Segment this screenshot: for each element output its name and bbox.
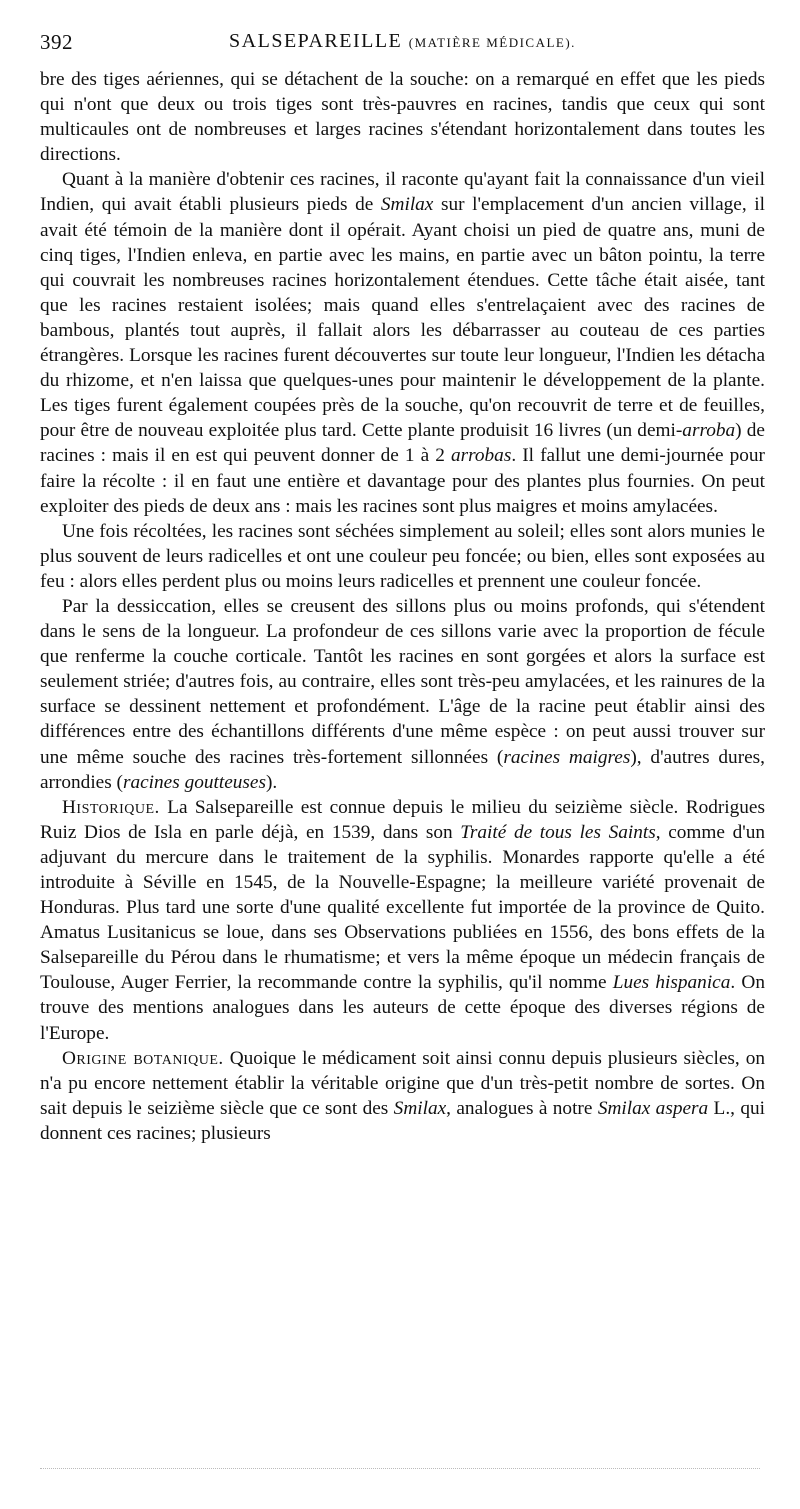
- body-text: [40, 67, 765, 1146]
- running-title-main: SALSEPAREILLE: [229, 30, 403, 52]
- paragraph-continuation: [40, 67, 765, 167]
- text-run: Quant à la manière d'obtenir ces racines, il raconte qu'ayant fait la connaissance d'un vieil Indien, qui avait établi plusieurs pieds de: [40, 169, 765, 216]
- paragraph-drying: [40, 519, 765, 594]
- section-heading: Origine botanique.: [62, 1047, 224, 1069]
- italic-run: Smilax aspera: [597, 1097, 709, 1119]
- text-run: L., qui donnent ces racines; plusieurs: [40, 1097, 766, 1144]
- text-run: , analogues à notre: [446, 1097, 598, 1119]
- page-number: 392: [40, 30, 73, 54]
- italic-run: arrobas: [450, 445, 512, 467]
- italic-run: Smilax: [380, 194, 434, 216]
- paragraph-harvest-method: [40, 167, 765, 518]
- text-run: La Salsepareille est connue depuis le milieu du seizième siècle. Rodrigues Ruiz Dios de Isla en parle déjà, en 1539, dans son: [40, 796, 765, 843]
- italic-run: racines goutteuses: [122, 771, 266, 793]
- text-run: ) de racines : mais il en est qui peuvent donner de 1 à 2: [40, 420, 765, 467]
- text-run: sur l'emplacement d'un ancien village, il avait été témoin de la manière dont il opérait. Ayant choisi un pied de quatre ans, muni de cinq tiges, l'Indien enleva, en partie avec les mains, en partie avec un bâton pointu, la terre qui couvrait les nombreuses racines horizontalement étendues. Cette tâche était aisée, tant que les racines restaient isolées; mais quand elles s'entrelaçaient avec des racines de bambous, plantés tout auprès, il fallait alors les débarrasser au couteau de ces parties étrangères. Lorsque les racines furent découvertes sur toute leur longueur, l'Indien les détacha du rhizome, et n'en laissa que quelques-unes pour maintenir le développement de la plante. Les tiges furent également coupées près de la souche, qu'on recouvrit de terre et de feuilles, pour être de nouveau exploitée plus tard. Cette plante produisit 16 livres (un demi-: [40, 194, 765, 442]
- paragraph-historique: [40, 795, 765, 1046]
- paragraph-origine-botanique: [40, 1046, 765, 1146]
- text-run: Par la dessiccation, elles se creusent des sillons plus ou moins profonds, qui s'étendent dans le sens de la longueur. La profondeur de ces sillons varie avec la proportion de fécule que renferme la couche corticale. Tantôt les racines en sont gorgées et alors la surface est seulement striée; d'autres fois, au contraire, elles sont très-peu amylacées, et les rainures de la surface se dessinent nettement et profondément. L'âge de la racine peut établir ainsi des différences entre des échantillons différents d'une même espèce : on peut aussi trouver sur une même souche des racines très-fortement sillonnées (: [40, 595, 765, 768]
- paragraph-desiccation: [40, 594, 765, 795]
- text-run: Une fois récoltées, les racines sont séchées simplement au soleil; elles sont alors munies le plus souvent de leurs radicelles et ont une couleur peu foncée; ou bien, elles sont exposées au feu : alors elles perdent plus ou moins leurs radicelles et prennent une couleur foncée.: [40, 520, 765, 592]
- italic-run: Lues hispanica: [612, 972, 731, 994]
- italic-run: Traité de tous les Saints: [460, 821, 656, 843]
- text-run: ), d'autres dures, arrondies (: [40, 746, 765, 793]
- running-title-subtitle: (MATIÈRE MÉDICALE).: [408, 35, 576, 50]
- text-run: . Il fallut une demi-journée pour faire la récolte : il en faut une entière et davantage pour des plantes plus fournies. On peut exploiter des pieds de deux ans : mais les racines sont plus maigres et moins amylacées.: [40, 445, 765, 517]
- running-title: [40, 30, 765, 53]
- text-run: . On trouve des mentions analogues dans les auteurs de cette époque des diverses régions de l'Europe.: [40, 972, 765, 1044]
- running-header: [40, 30, 765, 62]
- italic-run: Smilax: [393, 1097, 447, 1119]
- text-run: Quoique le médicament soit ainsi connu depuis plusieurs siècles, on n'a pu encore nettement établir la véritable origine que d'un très-petit nombre de sortes. On sait depuis le seizième siècle que ce sont des: [40, 1047, 765, 1119]
- text-run: ).: [265, 771, 278, 793]
- text-run: , comme d'un adjuvant du mercure dans le traitement de la syphilis. Monardes rapporte qu'elle a été introduite à Séville en 1545, de la Nouvelle-Espagne; la meilleure variété provenait de Honduras. Plus tard une sorte d'une qualité excellente fut importée de la province de Quito. Amatus Lusitanicus se loue, dans ses Observations publiées en 1556, des bons effets de la Salsepareille du Pérou dans le rhumatisme; et vers la même époque un médecin français de Toulouse, Auger Ferrier, la recommande contre la syphilis, qu'il nomme: [40, 821, 766, 994]
- section-heading: Historique.: [62, 796, 160, 818]
- faint-dotted-line: [40, 1468, 760, 1469]
- italic-run: arroba: [682, 420, 736, 442]
- italic-run: racines maigres: [503, 746, 631, 768]
- text-run: bre des tiges aériennes, qui se détachent de la souche: on a remarqué en effet que les pieds qui n'ont que deux ou trois tiges sont très-pauvres en racines, tandis que ceux qui sont multicaules ont de nombreuses et larges racines s'étendant horizontalement dans toutes les directions.: [40, 69, 765, 166]
